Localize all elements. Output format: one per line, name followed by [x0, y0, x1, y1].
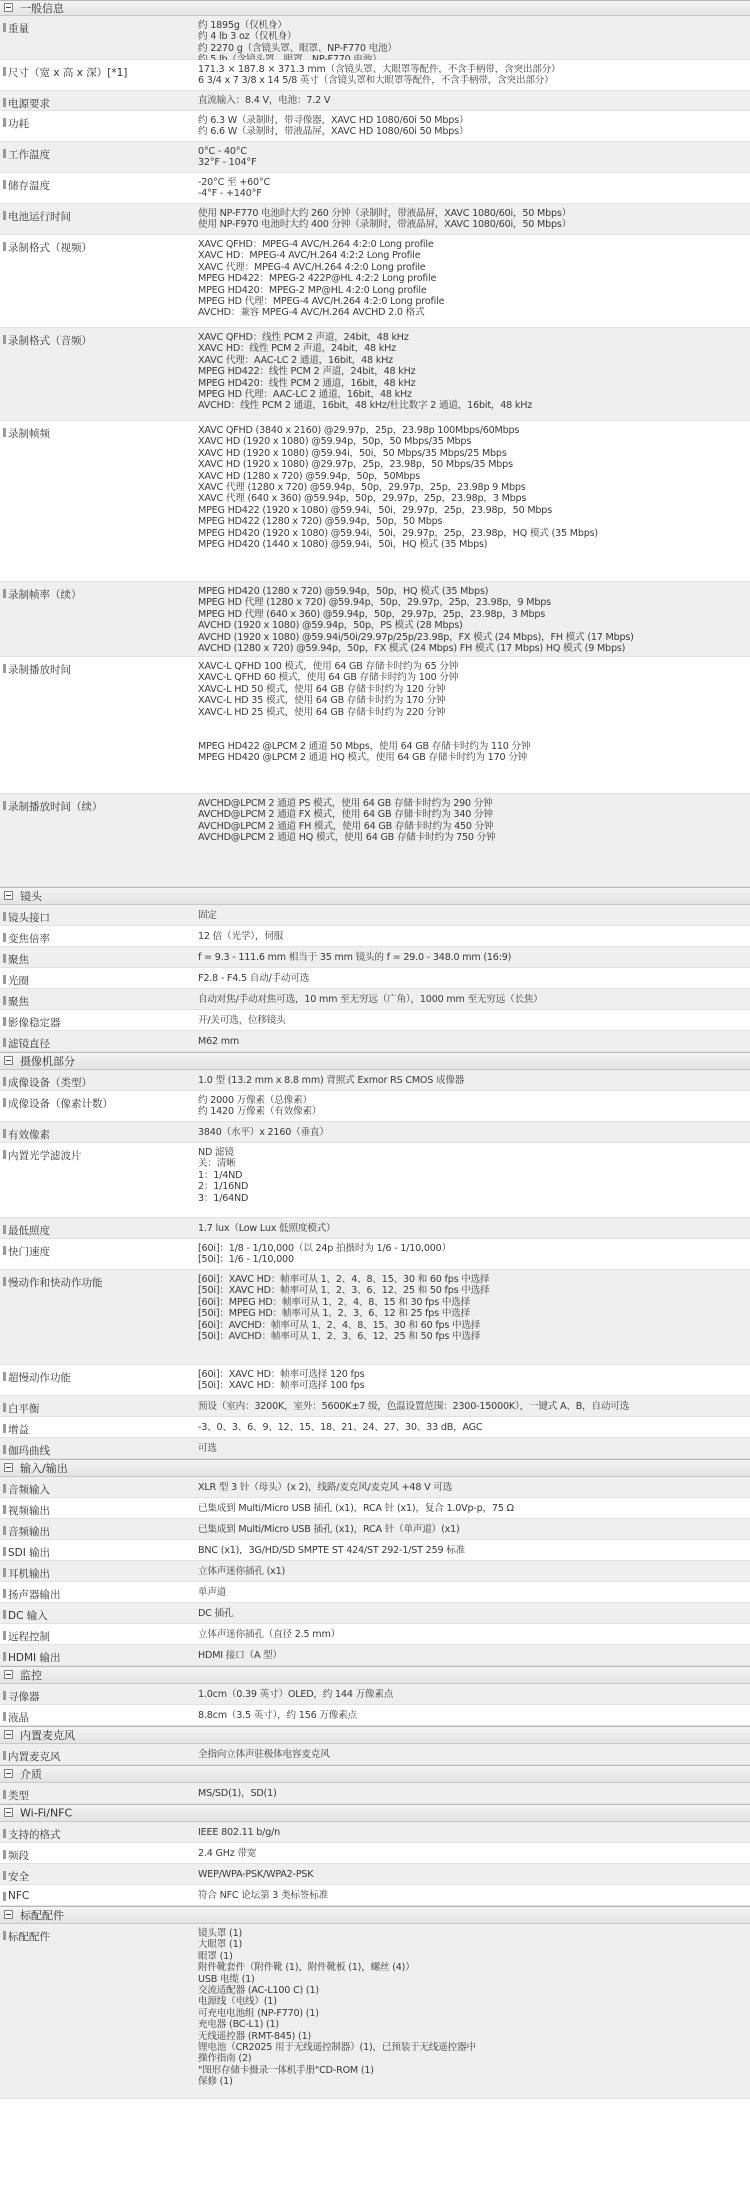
spec-value-line: XAVC HD：线性 PCM 2 声道，24bit，48 kHz — [198, 343, 396, 355]
spec-value-line: MPEG HD422：MPEG-2 422P@HL 4:2:2 Long profile — [198, 273, 437, 285]
spec-row — [0, 1239, 750, 1270]
spec-value-line: AVCHD@LPCM 2 通道 FH 模式，使用 64 GB 存储卡时约为 450 分钟 — [198, 820, 494, 832]
spec-label: 录制格式（视频） — [8, 240, 188, 255]
spec-label: 寻像器 — [8, 1689, 188, 1704]
spec-row — [0, 1070, 750, 1091]
section-header[interactable] — [0, 1906, 750, 1924]
spec-value — [198, 910, 746, 921]
spec-value-line: AVCHD@LPCM 2 通道 HQ 模式，使用 64 GB 存储卡时约为 750 分钟 — [198, 832, 496, 844]
section-title: 介质 — [20, 1768, 42, 1781]
spec-value-line: 0°C - 40°C — [198, 146, 247, 157]
spec-value-line: 立体声迷你插孔 (x1) — [198, 1566, 286, 1577]
spec-row — [0, 794, 750, 887]
spec-row — [0, 1603, 750, 1624]
section-header[interactable] — [0, 1765, 750, 1783]
spec-row — [0, 1645, 750, 1666]
spec-label: 有效像素 — [8, 1127, 188, 1142]
spec-value-line: IEEE 802.11 b/g/n — [198, 1827, 281, 1838]
spec-row — [0, 1924, 750, 2099]
section-title: 镜头 — [20, 890, 42, 903]
spec-label: 成像设备（像素计数） — [8, 1096, 188, 1111]
collapse-toggle-icon[interactable] — [4, 1056, 13, 1065]
spec-value — [198, 1566, 746, 1577]
spec-row — [0, 1684, 750, 1705]
spec-label: 录制播放时间（续） — [8, 799, 188, 814]
section-title: 输入/输出 — [20, 1462, 68, 1475]
spec-label: 增益 — [8, 1422, 188, 1437]
spec-row — [0, 16, 750, 60]
spec-label: 影像稳定器 — [8, 1015, 188, 1030]
spec-value-line: 大眼罩 (1) — [198, 1939, 243, 1951]
spec-label: 成像设备（类型） — [8, 1075, 188, 1090]
spec-row — [0, 1091, 750, 1122]
collapse-toggle-icon[interactable] — [4, 891, 13, 900]
spec-row — [0, 1540, 750, 1561]
section-header[interactable] — [0, 1666, 750, 1684]
spec-value — [198, 1928, 746, 2087]
spec-value-line: MPEG HD420：线性 PCM 2 通道，16bit，48 kHz — [198, 377, 416, 389]
spec-value — [198, 177, 746, 200]
spec-value-line: XAVC 代理：AAC-LC 2 通道，16bit，48 kHz — [198, 354, 394, 366]
spec-value — [198, 1223, 746, 1234]
spec-value-line: [50i]：MPEG HD：帧率可从 1、2、3、6、12 和 25 fps 中选择 — [198, 1308, 471, 1320]
spec-label: SDI 输出 — [8, 1545, 188, 1560]
spec-value-line: 3840（水平）x 2160（垂直） — [198, 1127, 329, 1138]
spec-row — [0, 989, 750, 1010]
spec-row — [0, 142, 750, 173]
spec-value-line: AVCHD：线性 PCM 2 通道，16bit，48 kHz/杜比数字 2 通道，16bit，48 kHz — [198, 400, 533, 412]
spec-value — [198, 208, 746, 231]
spec-value — [198, 1401, 746, 1412]
spec-row — [0, 1396, 750, 1417]
spec-row — [0, 1477, 750, 1498]
spec-value-line: f = 9.3 - 111.6 mm 相当于 35 mm 镜头的 f = 29.0 - 348.0 mm (16:9) — [198, 952, 512, 963]
spec-value-line: 8.8cm（3.5 英寸），约 156 万像素点 — [198, 1710, 357, 1721]
spec-value-line: 约 6.6 W（录制时，带液晶屏，XAVC HD 1080/60i 50 Mbps） — [198, 126, 469, 138]
spec-row — [0, 1561, 750, 1582]
spec-value-line: 关：清晰 — [198, 1158, 236, 1170]
spec-value-line: XAVC 代理：MPEG-4 AVC/H.264 4:2:0 Long profile — [198, 261, 426, 273]
spec-value-line: 全指向立体声驻极体电容麦克风 — [198, 1749, 330, 1760]
spec-value-line: MPEG HD420 (1280 x 720) @59.94p，50p，HQ 模式 (35 Mbps) — [198, 586, 489, 597]
spec-value-line: 32°F - 104°F — [198, 157, 257, 169]
spec-row — [0, 328, 750, 421]
spec-value-line: MPEG HD422 (1920 x 1080) @59.94i，50i，29.97p，25p，23.98p，50 Mbps — [198, 504, 552, 516]
spec-row — [0, 421, 750, 582]
spec-label: DC 输入 — [8, 1608, 188, 1623]
spec-row — [0, 1010, 750, 1031]
spec-value — [198, 1545, 746, 1556]
spec-value-line: 镜头罩 (1) — [198, 1928, 243, 1939]
spec-row — [0, 173, 750, 204]
spec-value-line: MPEG HD420 @LPCM 2 通道 HQ 模式，使用 64 GB 存储卡时约为 170 分钟 — [198, 752, 528, 764]
spec-value-line: [50i]：XAVC HD：帧率可从 1、2、3、6、12、25 和 50 fps 中选择 — [198, 1285, 490, 1297]
spec-label: 内置麦克风 — [8, 1749, 188, 1764]
collapse-toggle-icon[interactable] — [4, 1670, 13, 1679]
spec-value — [198, 1848, 746, 1859]
spec-value-line: [60i]：XAVC HD：帧率可选择 120 fps — [198, 1369, 365, 1380]
spec-row — [0, 1143, 750, 1218]
spec-value-line: [50i]：1/6 - 1/10,000 — [198, 1254, 294, 1266]
spec-value-line: 约 6.3 W（录制时，带寻像器，XAVC HD 1080/60i 50 Mbps） — [198, 115, 469, 126]
spec-label: 远程控制 — [8, 1629, 188, 1644]
spec-row — [0, 60, 750, 91]
spec-row — [0, 947, 750, 968]
spec-value-line: 1.0cm（0.39 英寸）OLED，约 144 万像素点 — [198, 1689, 394, 1700]
spec-row — [0, 1783, 750, 1804]
spec-value-line: 开/关可选，位移镜头 — [198, 1015, 286, 1026]
spec-row — [0, 1864, 750, 1885]
spec-value-line: XAVC-L QFHD 100 模式，使用 64 GB 存储卡时约为 65 分钟 — [198, 661, 459, 672]
spec-value-line: MPEG HD420 (1440 x 1080) @59.94i，50i，HQ 模式 (35 Mbps) — [198, 538, 488, 550]
spec-value-line: 符合 NFC 论坛第 3 类标签标准 — [198, 1890, 329, 1901]
section-header[interactable] — [0, 1726, 750, 1744]
spec-value-line: XAVC 代理 (640 x 360) @59.94p，50p，29.97p，25p，23.98p，3 Mbps — [198, 493, 527, 505]
spec-value-line: XAVC QFHD：MPEG-4 AVC/H.264 4:2:0 Long profile — [198, 239, 434, 250]
spec-label: 液晶 — [8, 1710, 188, 1725]
collapse-toggle-icon[interactable] — [4, 1769, 13, 1778]
spec-value-line: AVCHD：兼容 MPEG-4 AVC/H.264 AVCHD 2.0 格式 — [198, 307, 425, 319]
spec-row — [0, 1365, 750, 1396]
spec-value — [198, 64, 746, 87]
spec-value-line: 1：1/4ND — [198, 1169, 243, 1181]
spec-value-line: 约 2000 万像素（总像素） — [198, 1095, 312, 1106]
spec-value — [198, 115, 746, 138]
spec-value-line: -3、0、3、6、9、12、15、18、21、24、27、30、33 dB，AGC — [198, 1422, 483, 1433]
spec-value-line: USB 电缆 (1) — [198, 1973, 255, 1985]
spec-row — [0, 1744, 750, 1765]
spec-value-line: 2：1/16ND — [198, 1181, 249, 1193]
spec-value — [198, 994, 746, 1005]
spec-value — [198, 1869, 746, 1880]
spec-value — [198, 1608, 746, 1619]
spec-label: 录制帧频 — [8, 426, 188, 441]
spec-label: 尺寸（宽 x 高 x 深）[*1] — [8, 65, 188, 80]
spec-value-line: 立体声迷你插孔（直径 2.5 mm） — [198, 1629, 340, 1640]
spec-value-line: 2.4 GHz 带宽 — [198, 1848, 257, 1859]
spec-value-line: XAVC HD (1280 x 720) @59.94p，50p，50Mbps — [198, 470, 421, 482]
spec-label: 安全 — [8, 1869, 188, 1884]
spec-value — [198, 1827, 746, 1838]
spec-label: 音频输入 — [8, 1482, 188, 1497]
spec-value-line: XAVC QFHD (3840 x 2160) @29.97p，25p，23.98p 100Mbps/60Mbps — [198, 425, 520, 436]
spec-label: 支持的格式 — [8, 1827, 188, 1842]
collapse-toggle-icon[interactable] — [4, 1463, 13, 1472]
spec-value — [198, 1749, 746, 1760]
spec-value-line: MPEG HD 代理 (1280 x 720) @59.94p，50p，29.97p，25p，23.98p，9 Mbps — [198, 597, 551, 609]
spec-row — [0, 657, 750, 794]
spec-row — [0, 1519, 750, 1540]
spec-label: 内置光学滤波片 — [8, 1148, 188, 1163]
spec-row — [0, 905, 750, 926]
spec-value — [198, 1422, 746, 1433]
spec-value — [198, 239, 746, 319]
spec-value-line: 保修 (1) — [198, 2076, 233, 2088]
section-header[interactable] — [0, 0, 750, 16]
spec-value — [198, 1015, 746, 1026]
spec-row — [0, 1843, 750, 1864]
spec-row — [0, 1624, 750, 1645]
spec-label: 重量 — [8, 21, 188, 36]
spec-value-line: XAVC 代理 (1280 x 720) @59.94p，50p，29.97p，25p，23.98p 9 Mbps — [198, 481, 526, 493]
spec-value — [198, 1629, 746, 1640]
spec-value-line: 12 倍（光学），伺服 — [198, 931, 284, 942]
spec-value-line: 眼罩 (1) — [198, 1950, 233, 1962]
spec-value-line: 约 1895g（仅机身） — [198, 20, 287, 31]
spec-value-line: 充电器 (BC-L1) (1) — [198, 2019, 279, 2031]
spec-value-line: [50i]：XAVC HD：帧率可选择 100 fps — [198, 1380, 365, 1392]
spec-row — [0, 111, 750, 142]
spec-value — [198, 425, 746, 550]
spec-value-line: 交流适配器 (AC-L100 C) (1) — [198, 1984, 319, 1996]
spec-value-line — [198, 729, 746, 740]
spec-label: 光圈 — [8, 973, 188, 988]
spec-value-line: 约 4 lb 3 oz（仅机身） — [198, 31, 297, 43]
spec-value-line: 已集成到 Multi/Micro USB 插孔 (x1)，RCA 针（单声道）(x1) — [198, 1524, 460, 1535]
spec-value-line: [60i]：1/8 - 1/10,000（以 24p 拍摄时为 1/6 - 1/10,000） — [198, 1243, 451, 1254]
spec-value-line: M62 mm — [198, 1036, 240, 1047]
spec-value-line: 固定 — [198, 910, 217, 921]
spec-value-line: [50i]：AVCHD：帧率可从 1、2、3、6、12、25 和 50 fps 中选择 — [198, 1330, 481, 1342]
spec-value-line: 约 2270 g（含镜头罩、眼罩、NP-F770 电池） — [198, 42, 397, 54]
spec-value-line: MPEG HD 代理：AAC-LC 2 通道，16bit，48 kHz — [198, 388, 412, 400]
spec-label: 扬声器输出 — [8, 1587, 188, 1602]
spec-value — [198, 661, 746, 764]
spec-value-line: 约 1420 万像素（有效像素） — [198, 1106, 322, 1118]
spec-label: 频段 — [8, 1848, 188, 1863]
spec-label: 变焦倍率 — [8, 931, 188, 946]
spec-label: 电源要求 — [8, 96, 188, 111]
spec-value-line: MS/SD(1)，SD(1) — [198, 1788, 277, 1799]
spec-value — [198, 1369, 746, 1392]
section-header[interactable] — [0, 887, 750, 905]
spec-row — [0, 1885, 750, 1906]
spec-value-line: F2.8 - F4.5 自动/手动可选 — [198, 973, 310, 984]
spec-label: 伽玛曲线 — [8, 1443, 188, 1458]
spec-value-line: MPEG HD422：线性 PCM 2 声道，24bit，48 kHz — [198, 366, 416, 378]
spec-value — [198, 1075, 746, 1086]
spec-row — [0, 582, 750, 657]
spec-value-line: AVCHD@LPCM 2 通道 PS 模式，使用 64 GB 存储卡时约为 290 分钟 — [198, 798, 493, 809]
section-header[interactable] — [0, 1804, 750, 1822]
spec-value — [198, 1890, 746, 1901]
spec-row — [0, 968, 750, 989]
spec-value-line: 预设（室内：3200K，室外：5600K±7 级，色温设置范围：2300-15000K），一键式 A、B，自动可选 — [198, 1401, 630, 1412]
spec-value-line: BNC (x1)，3G/HD/SD SMPTE ST 424/ST 292-1/ST 259 标准 — [198, 1545, 466, 1556]
spec-row — [0, 91, 750, 111]
spec-value-line: 无线遥控器 (RMT-845) (1) — [198, 2030, 312, 2042]
spec-value-line: 6 3/4 x 7 3/8 x 14 5/8 英寸（含镜头罩和大眼罩等配件，不含手柄带，含突出部分） — [198, 75, 554, 87]
spec-value-line: 锂电池（CR2025 用于无线遥控制器）(1)，已预装于无线遥控器中 — [198, 2041, 476, 2053]
spec-label: 快门速度 — [8, 1244, 188, 1259]
spec-value-line: 单声道 — [198, 1587, 227, 1598]
spec-label: 录制格式（音频） — [8, 333, 188, 348]
spec-row — [0, 1438, 750, 1459]
section-title: 摄像机部分 — [20, 1055, 75, 1068]
spec-value-line: XAVC-L HD 35 模式，使用 64 GB 存储卡时约为 170 分钟 — [198, 695, 446, 707]
spec-value — [198, 1147, 746, 1204]
spec-row — [0, 1122, 750, 1143]
spec-label: 电池运行时间 — [8, 209, 188, 224]
spec-label: 录制播放时间 — [8, 662, 188, 677]
spec-value-line: ND 滤镜 — [198, 1147, 234, 1158]
spec-value-line: XAVC-L HD 50 模式，使用 64 GB 存储卡时约为 120 分钟 — [198, 683, 446, 695]
section-title: 标配配件 — [20, 1909, 64, 1922]
spec-value — [198, 1689, 746, 1700]
spec-value-line: AVCHD (1920 x 1080) @59.94p，50p，PS 模式 (28 Mbps) — [198, 620, 463, 632]
spec-row — [0, 235, 750, 328]
spec-label: 滤镜直径 — [8, 1036, 188, 1051]
spec-value-line: AVCHD (1280 x 720) @59.94p，50p，FX 模式 (24 Mbps) FH 模式 (17 Mbps) HQ 模式 (9 Mbps) — [198, 642, 626, 654]
spec-value-line: XAVC HD (1920 x 1080) @29.97p，25p，23.98p，50 Mbps/35 Mbps — [198, 459, 513, 471]
spec-label: HDMI 输出 — [8, 1650, 188, 1665]
spec-value-line: -4°F - +140°F — [198, 188, 262, 200]
spec-value-line: MPEG HD420 (1920 x 1080) @59.94i，50i，29.97p，25p，23.98p，HQ 模式 (35 Mbps) — [198, 527, 598, 539]
spec-value — [198, 1710, 746, 1721]
spec-value-line: XAVC-L HD 25 模式，使用 64 GB 存储卡时约为 220 分钟 — [198, 706, 446, 718]
spec-value-line: 1.7 lux（Low Lux 低照度模式） — [198, 1223, 336, 1234]
spec-row — [0, 1417, 750, 1438]
spec-row — [0, 1218, 750, 1239]
spec-label: 音频输出 — [8, 1524, 188, 1539]
spec-row — [0, 1270, 750, 1365]
spec-label: NFC — [8, 1890, 188, 1902]
spec-row — [0, 1822, 750, 1843]
spec-value-line: 自动对焦/手动对焦可选，10 mm 至无穷远（广角），1000 mm 至无穷远（长焦） — [198, 994, 543, 1005]
spec-value-line: -20°C 至 +60°C — [198, 177, 270, 188]
spec-value-line: WEP/WPA-PSK/WPA2-PSK — [198, 1869, 314, 1880]
spec-label: 聚焦 — [8, 952, 188, 967]
collapse-toggle-icon[interactable] — [4, 1808, 13, 1817]
spec-value-line: XAVC QFHD：线性 PCM 2 声道，24bit，48 kHz — [198, 332, 409, 343]
spec-value — [198, 20, 746, 66]
spec-value-line — [198, 718, 746, 729]
spec-value — [198, 1036, 746, 1047]
spec-value-line: XAVC HD (1920 x 1080) @59.94i，50i，50 Mbps/35 Mbps/25 Mbps — [198, 447, 507, 459]
spec-value — [198, 1274, 746, 1342]
spec-label: 储存温度 — [8, 178, 188, 193]
spec-value-line: AVCHD (1920 x 1080) @59.94i/50i/29.97p/25p/23.98p，FX 模式 (24 Mbps)，FH 模式 (17 Mbps) — [198, 631, 634, 643]
spec-value — [198, 1243, 746, 1266]
spec-value — [198, 1524, 746, 1535]
spec-value — [198, 1127, 746, 1138]
spec-value — [198, 1503, 746, 1514]
spec-value-line: 直流输入：8.4 V，电池：7.2 V — [198, 95, 331, 106]
spec-value-line: [60i]：AVCHD：帧率可从 1、2、4、8、15、30 和 60 fps 中选择 — [198, 1319, 481, 1331]
spec-value-line: XAVC-L QFHD 60 模式，使用 64 GB 存储卡时约为 100 分钟 — [198, 672, 459, 684]
spec-value-line: XLR 型 3 针（母头）(x 2)，线路/麦克风/麦克风 +48 V 可选 — [198, 1482, 453, 1493]
spec-value-line: 171.3 × 187.8 × 371.3 mm（含镜头罩、大眼罩等配件，不含手柄带，含突出部分） — [198, 64, 561, 75]
spec-row — [0, 1705, 750, 1726]
collapse-toggle-icon[interactable] — [4, 1730, 13, 1739]
spec-value — [198, 1443, 746, 1454]
spec-value-line: AVCHD@LPCM 2 通道 FX 模式，使用 64 GB 存储卡时约为 340 分钟 — [198, 809, 493, 821]
spec-value-line: 电源线（电线）(1) — [198, 1996, 277, 2008]
spec-value-line: 使用 NP-F970 电池时大约 400 分钟（录制时，带液晶屏，XAVC 1080/60i，50 Mbps） — [198, 219, 572, 231]
spec-label: 超慢动作功能 — [8, 1370, 188, 1385]
spec-value-line: DC 插孔 — [198, 1608, 234, 1619]
section-title: 一般信息 — [20, 2, 64, 15]
spec-value-line: 1.0 型 (13.2 mm x 8.8 mm) 背照式 Exmor RS CMOS 成像器 — [198, 1075, 465, 1086]
collapse-toggle-icon[interactable] — [4, 1910, 13, 1919]
section-title: 监控 — [20, 1669, 42, 1682]
spec-value-line: 操作指南 (2) — [198, 2053, 252, 2065]
spec-value — [198, 931, 746, 942]
spec-value — [198, 1482, 746, 1493]
spec-value-line: 可充电电池组 (NP-F770) (1) — [198, 2007, 319, 2019]
spec-label: 标配配件 — [8, 1929, 188, 1944]
spec-label: 工作温度 — [8, 147, 188, 162]
spec-value-line: [60i]：XAVC HD：帧率可从 1、2、4、8、15、30 和 60 fps 中选择 — [198, 1274, 490, 1285]
spec-value — [198, 973, 746, 984]
spec-value-line: MPEG HD422 (1280 x 720) @59.94p，50p，50 Mbps — [198, 516, 443, 528]
spec-value-line: MPEG HD 代理：MPEG-4 AVC/H.264 4:2:0 Long profile — [198, 295, 445, 307]
spec-value — [198, 146, 746, 169]
spec-value-line: MPEG HD420：MPEG-2 MP@HL 4:2:0 Long profile — [198, 284, 427, 296]
spec-label: 录制帧率（续） — [8, 587, 188, 602]
spec-value-line: 使用 NP-F770 电池时大约 260 分钟（录制时，带液晶屏，XAVC 1080/60i，50 Mbps） — [198, 208, 572, 219]
spec-value — [198, 1095, 746, 1118]
spec-value-line: 附件靴套件（附件靴 (1)，附件靴板 (1)，螺丝 (4)） — [198, 1962, 415, 1974]
spec-value-line: [60i]：MPEG HD：帧率可从 1、2、4、8、15 和 30 fps 中选择 — [198, 1296, 471, 1308]
spec-value — [198, 1650, 746, 1661]
spec-value — [198, 586, 746, 654]
spec-value — [198, 95, 746, 106]
section-header[interactable] — [0, 1459, 750, 1477]
spec-value-line: XAVC HD：MPEG-4 AVC/H.264 4:2:2 Long Profile — [198, 250, 421, 262]
spec-value-line: 3：1/64ND — [198, 1192, 249, 1204]
spec-row — [0, 926, 750, 947]
spec-row — [0, 1031, 750, 1052]
section-header[interactable] — [0, 1052, 750, 1070]
spec-value — [198, 1587, 746, 1598]
spec-label: 视频输出 — [8, 1503, 188, 1518]
collapse-toggle-icon[interactable] — [4, 3, 13, 12]
section-title: 内置麦克风 — [20, 1729, 75, 1742]
spec-label: 慢动作和快动作功能 — [8, 1275, 188, 1290]
spec-row — [0, 204, 750, 235]
spec-row — [0, 1582, 750, 1603]
spec-value-line: HDMI 接口（A 型） — [198, 1650, 282, 1661]
spec-label: 镜头接口 — [8, 910, 188, 925]
spec-label: 类型 — [8, 1788, 188, 1803]
spec-label: 功耗 — [8, 116, 188, 131]
spec-value-line: MPEG HD422 @LPCM 2 通道 50 Mbps，使用 64 GB 存储卡时约为 110 分钟 — [198, 740, 531, 752]
spec-label: 最低照度 — [8, 1223, 188, 1238]
spec-label: 聚焦 — [8, 994, 188, 1009]
spec-value — [198, 1788, 746, 1799]
spec-value-line: MPEG HD 代理 (640 x 360) @59.94p，50p，29.97p，25p，23.98p，3 Mbps — [198, 608, 546, 620]
spec-label: 白平衡 — [8, 1401, 188, 1416]
spec-value — [198, 798, 746, 844]
spec-label: 耳机输出 — [8, 1566, 188, 1581]
section-title: Wi-Fi/NFC — [20, 1806, 73, 1820]
spec-row — [0, 1498, 750, 1519]
spec-value — [198, 332, 746, 412]
spec-value-line: 可选 — [198, 1443, 217, 1454]
spec-value — [198, 952, 746, 963]
spec-value-line: 已集成到 Multi/Micro USB 插孔 (x1)，RCA 针 (x1)，复合 1.0Vp-p，75 Ω — [198, 1503, 514, 1514]
spec-value-line: XAVC HD (1920 x 1080) @59.94p，50p，50 Mbps/35 Mbps — [198, 436, 472, 448]
spec-value-line: "图形存储卡摄录一体机手册"CD-ROM (1) — [198, 2064, 374, 2076]
